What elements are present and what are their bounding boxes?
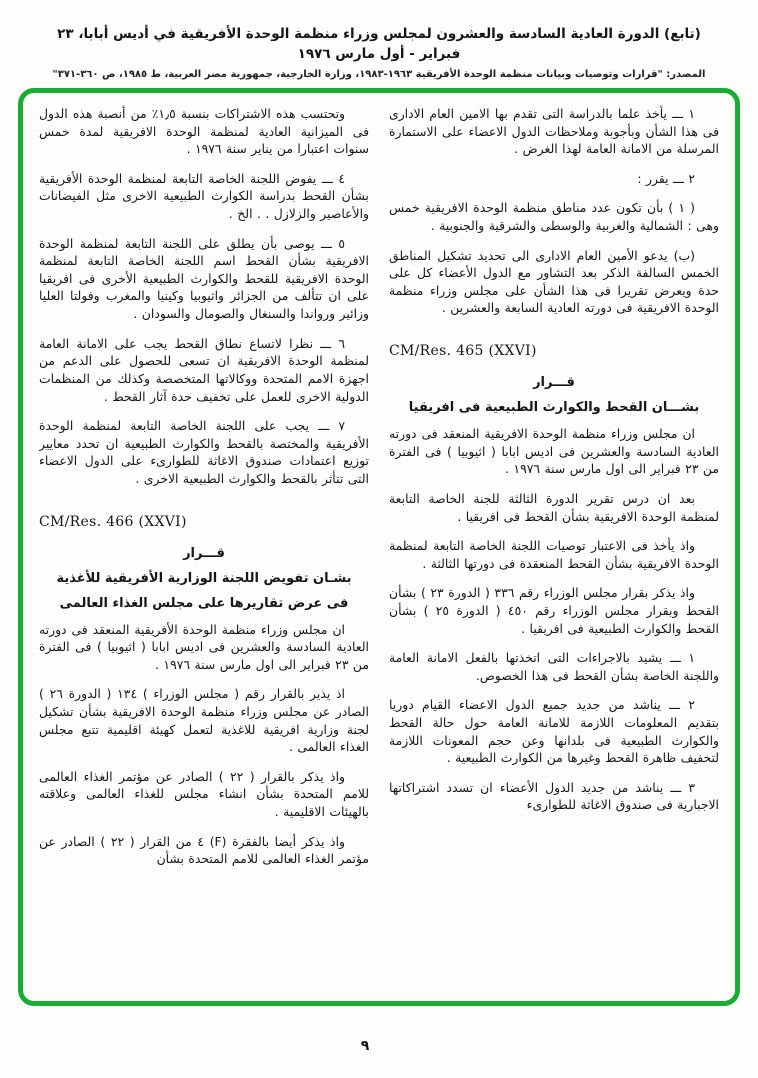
page-number: ٩ xyxy=(360,1038,370,1054)
page-header xyxy=(0,0,758,80)
green-border-frame xyxy=(18,88,740,1006)
paragraph: (ب) يدعو الأمين العام الادارى الى تحديد تشكيل المناطق الخمس السالفة الذكر بعد التشاور مع الدول الأعضاء كل على حدة ويعرض تقريرا فى هذا الشأن على مجلس وزراء منظمة الوحدة الافريقية فى دورته العادية السابعة والعشرين . xyxy=(389,247,719,316)
resolution-number: CM/Res. 466 (XXVI) xyxy=(39,513,187,530)
resolution-number: CM/Res. 465 (XXVI) xyxy=(389,343,537,360)
paragraph: ان مجلس وزراء منظمة الوحدة الأفريقية المنعقد فى دورته العادية السادسة والعشرين فى اديس ابابا ( اثيوبيا ) فى الفترة من ٢٣ فبراير الى اول مارس سنة ١٩٧٦ . xyxy=(39,621,369,672)
column-left xyxy=(39,105,369,993)
column-right xyxy=(389,105,719,993)
paragraph: اذ يذير بالقرار رقم ( مجلس الوزراء ) ١٣٤ ( الدورة ٢٦ ) الصادر عن مجلس وزراء منظمة الوحدة الافريقية بشأن تشكيل لجنة وزارية افريقية للاغذية لتعمل كهيئة اقليمية تتبع مجلس الغذاء العالمى . xyxy=(39,686,369,755)
paragraph: بعد ان درس تقرير الدورة الثالثة للجنة الخاصة التابعة لمنظمة الوحدة الافريقية بشأن القحط فى افريقيا . xyxy=(389,490,719,524)
paragraph: ٦ ـــ نظرا لاتساع نطاق القحط يجب على الامانة العامة لمنظمة الوحدة الافريقية ان تسعى للحصول على الدعم من اجهزة الامم المتحدة ووكالاتها المتخصصة وكذلك من المنظمات الدولية الاخرى للعمل على تخفيف حدة آثار القحط . xyxy=(39,335,369,404)
paragraph: واذ يذكر بقرار مجلس الوزراء رقم ٣٣٦ ( الدورة ٢٣ ) بشأن القحط وبقرار مجلس الوزراء رقم ٤٥٠ ( الدورة ٢٥ ) بشأن القحط والكوارث الطبيعية فى افريقيا . xyxy=(389,585,719,636)
paragraph: واذ يأخذ فى الاعتبار توصيات اللجنة الخاصة التابعة لمنظمة الوحدة الافريقية بشأن القحط المنعقدة فى دورتها الثالثة . xyxy=(389,538,719,571)
paragraph: واذ يذكر أيضا بالفقرة (F) ٤ من القرار ( ٢٢ ) الصادر عن مؤتمر الغذاء العالمى للامم المتحدة بشأن xyxy=(39,833,369,867)
paragraph: ٤ ـــ يفوض اللجنة الخاصة التابعة لمنظمة الوحدة الأفريقية بشأن القحط بدراسة الكوارث الطبيعية الاخرى مثل الفيضانات والأعاصير والزلازل . . الخ . xyxy=(39,170,369,222)
paragraph: ( ١ ) بأن تكون عدد مناطق منظمة الوحدة الافريقية خمس وهى : الشمالية والغربية والوسطى والشرقية والجنوبية . xyxy=(389,200,719,234)
two-column-layout xyxy=(39,105,719,993)
paragraph: ٧ ـــ يجب على اللجنة الخاصة التابعة لمنظمة الوحدة الأفريقية والمختصة بالقحط والكوارث الطبيعية ان تحدد معايير توزيع اعتمادات صندوق الاغاثة للطوارىء على الدول الاعضاء التى تتأثر بالقحط والكوارث الطبيعية الاخرى . xyxy=(39,418,369,486)
resolution-subtitle: فى عرض تقاريرها على مجلس الغذاء العالمى xyxy=(59,595,349,611)
paragraph: ان مجلس وزراء منظمة الوحدة الافريقية المنعقد فى دورته العادية السادسة والعشرين فى اديس ابابا ( اثيوبيا ) فى الفترة من ٢٣ فبراير الى اول مارس سنة ١٩٧٦ . xyxy=(389,426,719,477)
resolution-subtitle: بشـان تفويض اللجنة الوزارية الأفريقية للأغذية xyxy=(56,570,352,586)
paragraph: ١ ـــ يأخذ علما بالدراسة التى تقدم بها الامين العام الادارى فى هذا الشأن وبأجوبة وملاحظات الدول الاعضاء على الاستمارة المرسلة من الامانة العامة لهذا الغرض . xyxy=(389,106,719,157)
paragraph: ٥ ـــ يوصى بأن يطلق على اللجنة التابعة لمنظمة الوحدة الافريقية بشأن القحط اسم اللجنة الخاصة التابعة لمنظمة الوحدة الافريقية للقحط والكوارث الطبيعية الأخرى فى افريقيا على ان تتألف من الجزائر واثيوبيا وكينيا والمغرب وفولتا العليا وزائير ورواندا والسنغال والصومال والسودان . xyxy=(39,235,369,322)
paragraph: ١ ـــ يشيد بالاجراءات التى اتخذتها بالفعل الامانة العامة واللجنة الخاصة بشأن القحط فى هذا الخصوص. xyxy=(389,650,719,683)
resolution-title: قـــرار xyxy=(183,545,225,561)
paragraph: ٢ ـــ يقرر : xyxy=(637,170,695,186)
resolution-title: قـــرار xyxy=(533,375,575,391)
session-title: (تابع) الدورة العادية السادسة والعشرون لمجلس وزراء منظمة الوحدة الأفريقية في أديس أبابا، ٢٣ فبراير - أول مارس ١٩٧٦ xyxy=(57,26,701,63)
resolution-subtitle: بشـــان القحط والكوارث الطبيعية فى افريقيا xyxy=(408,400,700,416)
paragraph: وتحتسب هذه الاشتراكات بنسبة ١٫٥٪ من أنصبة هذه الدول فى الميزانية العادية لمنظمة الوحدة الافريقية لمدة خمس سنوات اعتبارا من يناير سنة ١٩٧٦ . xyxy=(39,106,369,157)
paragraph: ٢ ـــ يناشد من جديد جميع الدول الاعضاء القيام دوريا بتقديم المعلومات اللازمة للامانة العامة حول حالة القحط والكوارث الطبيعية فى بلدانها وعن حجم المعونات اللازمة لتخفيف ظاهرة القحط وغيرها من الكوارث الطبيعية . xyxy=(389,697,719,766)
paragraph: ٣ ـــ يناشد من جديد الدول الأعضاء ان تسدد اشتراكاتها الاجبارية فى صندوق الاغاثة للطوارىء xyxy=(389,779,719,813)
source-citation: المصدر: "قرارات وتوصيات وبيانات منظمة الوحدة الأفريقية ١٩٦٣-١٩٨٣، وزارة الخارجية، جمهورية مصر العربية، ط ١٩٨٥، ص ٣٦٠-٣٧١" xyxy=(52,68,706,80)
paragraph: واذ يذكر بالقرار ( ٢٢ ) الصادر عن مؤتمر الغذاء العالمى للامم المتحدة بشأن انشاء مجلس للغذاء العالمى وعلاقته بالهيئات الاقليمية . xyxy=(39,768,369,820)
